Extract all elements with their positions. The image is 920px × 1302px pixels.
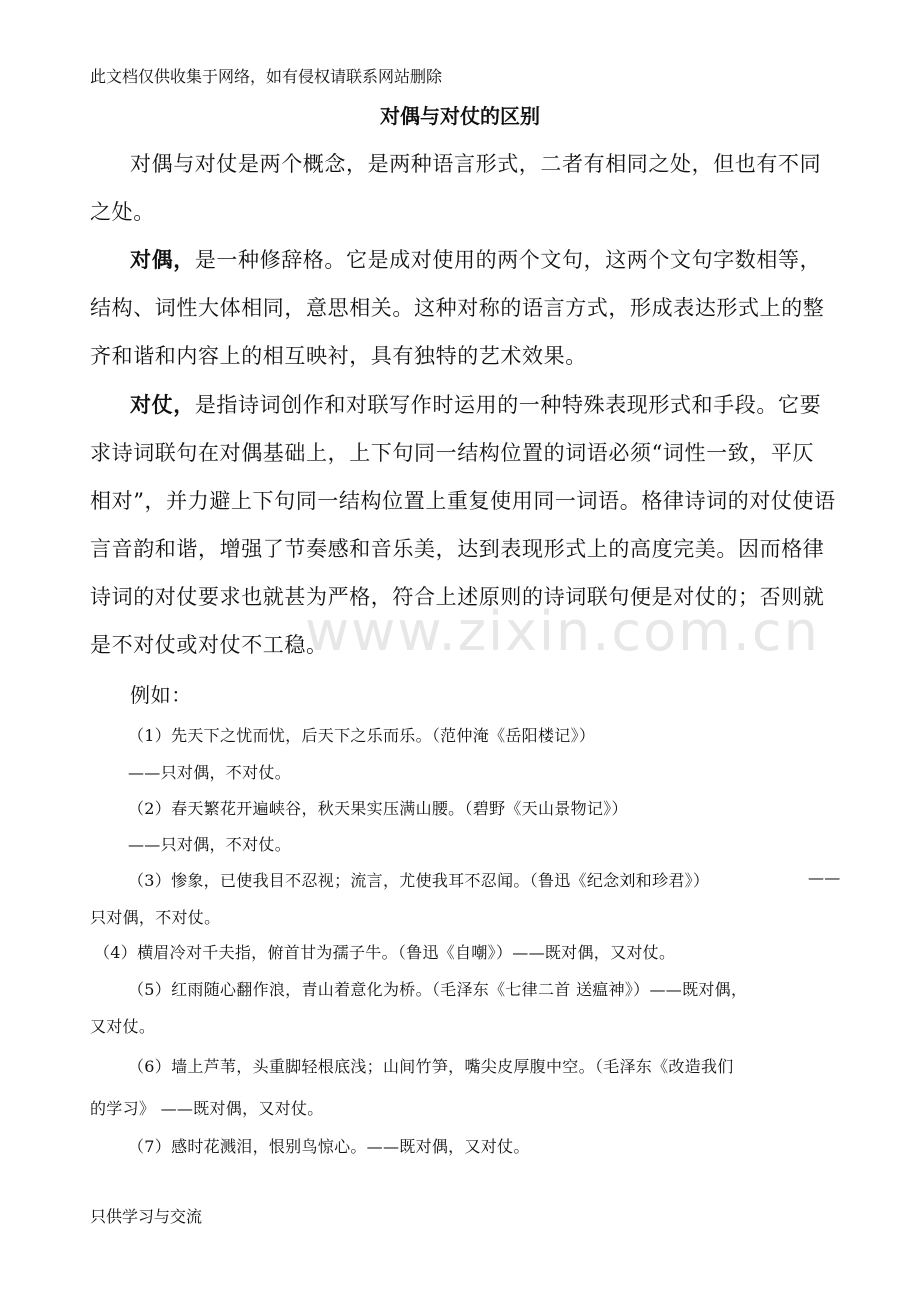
document-title: 对偶与对仗的区别 [380,104,540,128]
example-2-verdict: ——只对偶，不对仗。 [128,835,292,854]
example-6-verdict: 的学习》 ——既对偶，又对仗。 [90,1099,324,1118]
example-1-verdict: ——只对偶，不对仗。 [128,763,292,782]
example-3-dash: —— [808,868,841,887]
footer-note: 只供学习与交流 [90,1207,203,1226]
duizhang-line-4: 言音韵和谐，增强了节奏感和音乐美，达到表现形式上的高度完美。因而格律 [90,537,825,561]
duiou-line-3: 齐和谐和内容上的相互映衬，具有独特的艺术效果。 [90,344,587,368]
duizhang-line-1-text: 是指诗词创作和对联写作时运用的一种特殊表现形式和手段。它要 [194,393,822,417]
example-3-verdict: 只对偶，不对仗。 [90,908,221,927]
example-2: （2）春天繁花开遍峡谷，秋天果实压满山腰。（碧野《天山景物记》） [128,799,628,818]
duiou-term: 对偶， [130,247,195,272]
watermark: www.zixin.com.cn [305,600,820,663]
header-note: 此文档仅供收集于网络，如有侵权请联系网站删除 [90,67,443,86]
duiou-line-2: 结构、词性大体相同，意思相关。这种对称的语言方式，形成表达形式上的整 [90,296,825,320]
duizhang-line-1 [130,389,821,419]
example-3: （3）惨象，已使我目不忍视；流言，尤使我耳不忍闻。（鲁迅《纪念刘和珍君》） [128,871,710,890]
duizhang-term: 对仗， [130,392,195,417]
duiou-line-1 [130,244,821,274]
example-5: （5）红雨随心翻作浪，青山着意化为桥。（毛泽东《七律二首 送瘟神》）——既对偶， [128,980,748,999]
duizhang-line-6: 是不对仗或对仗不工稳。 [90,633,328,657]
duizhang-line-2: 求诗词联句在对偶基础上，上下句同一结构位置的词语必须“词性一致，平仄 [90,441,815,465]
duizhang-line-5: 诗词的对仗要求也就甚为严格，符合上述原则的诗词联句便是对仗的；否则就 [90,585,825,609]
example-6: （6）墙上芦苇，头重脚轻根底浅；山间竹笋，嘴尖皮厚腹中空。（毛泽东《改造我们 [128,1057,734,1076]
example-1: （1）先天下之忧而忧，后天下之乐而乐。（范仲淹《岳阳楼记》） [128,726,596,745]
example-label: 例如： [130,683,192,707]
duizhang-line-3: 相对”，并力避上下句同一结构位置上重复使用同一词语。格律诗词的对仗使语 [90,489,836,513]
example-4: （4）横眉冷对千夫指，俯首甘为孺子牛。（鲁迅《自嘲》）——既对偶，又对仗。 [94,943,676,962]
example-5-verdict: 又对仗。 [90,1017,156,1036]
intro-line-1: 对偶与对仗是两个概念，是两种语言形式，二者有相同之处，但也有不同 [130,152,822,176]
duiou-line-1-text: 是一种修辞格。它是成对使用的两个文句，这两个文句字数相等， [194,248,822,272]
example-7: （7）感时花溅泪，恨别鸟惊心。——既对偶，又对仗。 [128,1137,530,1156]
intro-line-2: 之处。 [90,200,155,224]
